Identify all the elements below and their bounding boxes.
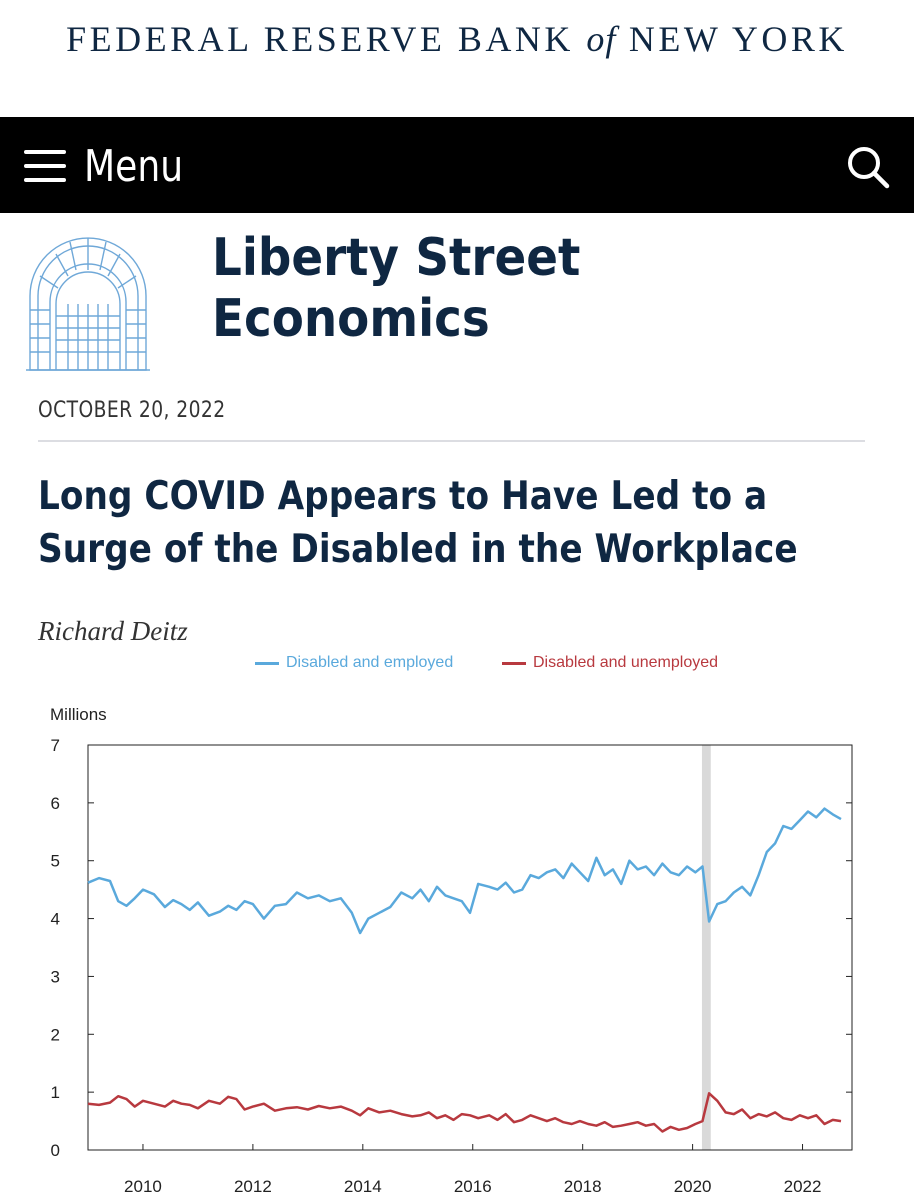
x-tick-label: 2020 [673,1177,712,1196]
series-line-employed [88,809,841,933]
article-title-line2: Surge of the Disabled in the Workplace [38,527,798,572]
recession-shading [702,745,711,1150]
y-tick-label: 2 [50,1025,60,1045]
plot-frame [88,745,852,1150]
article-title [38,470,798,576]
legend-swatch-employed [255,662,279,665]
x-tick-label: 2012 [233,1177,272,1196]
y-tick-label: 7 [50,736,60,755]
y-tick-label: 0 [50,1141,60,1160]
x-tick-label: 2022 [783,1177,822,1196]
nav-bar [0,117,914,213]
x-tick-label: 2014 [343,1177,382,1196]
hamburger-menu-icon [24,150,66,182]
blog-title[interactable] [212,228,580,350]
x-tick-label: 2010 [124,1177,162,1196]
article-title-line1: Long COVID Appears to Have Led to a [38,474,768,519]
legend-item-unemployed [502,654,718,672]
line-chart [0,700,914,1200]
menu-button[interactable] [24,141,205,191]
bank-name-part2: NEW YORK [628,19,848,59]
bank-name-part1: FEDERAL RESERVE BANK [66,19,574,59]
menu-label: Menu [84,140,184,192]
article-date: OCTOBER 20, 2022 [38,398,226,423]
blog-title-line1: Liberty Street [212,228,581,288]
y-tick-label: 1 [50,1083,60,1103]
series-line-unemployed [88,1093,841,1131]
bank-name-of: of [586,19,617,59]
y-axis-label: Millions [50,705,107,724]
legend-swatch-unemployed [502,662,526,665]
y-tick-label: 4 [50,909,60,929]
y-tick-label: 6 [50,793,60,813]
x-tick-label: 2016 [453,1177,492,1196]
bank-name[interactable] [0,18,914,60]
legend-item-employed [255,654,453,672]
x-tick-label: 2018 [563,1177,602,1196]
y-tick-label: 5 [50,851,60,871]
archway-building-logo[interactable] [26,232,150,372]
search-icon [846,145,890,189]
y-tick-label: 3 [50,967,60,987]
legend-label-unemployed: Disabled and unemployed [533,654,719,671]
search-button[interactable] [846,145,890,189]
blog-title-line2: Economics [212,289,490,349]
legend-label-employed: Disabled and employed [286,654,454,671]
divider [38,440,865,442]
author-link[interactable]: Richard Deitz [38,616,188,646]
